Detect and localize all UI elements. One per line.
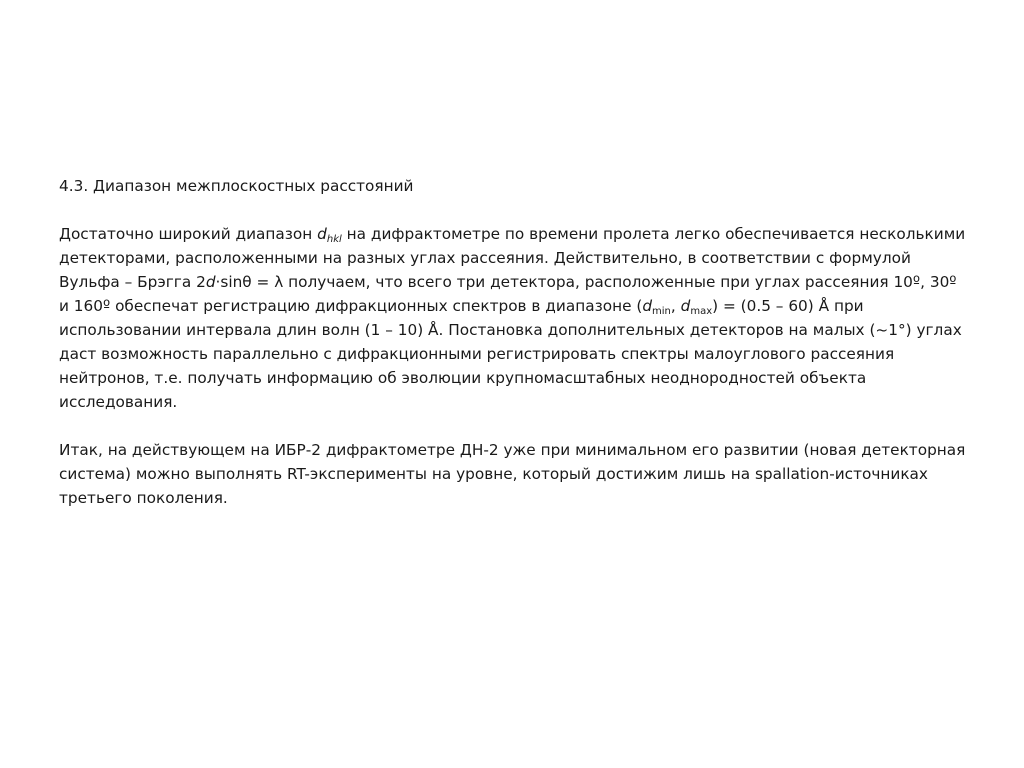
p1-text-2: на дифрактометре по времени пролета легко обеспечивается несколькими детекторами, расположенными на разных углах рассеяния. Действительно, в соответствии с формулой Вульфа – Брэгга 2: [59, 225, 966, 291]
p1-text-1: Достаточно широкий диапазон: [59, 225, 318, 243]
slide-content: [59, 174, 969, 510]
d-symbol: d: [680, 297, 691, 315]
subscript-max: max: [690, 306, 713, 317]
d-symbol: d: [205, 273, 216, 291]
d-symbol: d: [642, 297, 653, 315]
subscript-hkl: hkl: [326, 234, 342, 245]
paragraph-2: Итак, на действующем на ИБР-2 дифрактометре ДН-2 уже при минимальном его развитии (новая детекторная система) можно выполнять RT-эксперименты на уровне, который достижим лишь на spallation-источниках третьего поколения.: [59, 441, 966, 507]
p1-text-3: ·sinθ = λ получаем, что всего три детектора, расположенные при углах рассеяния 10º, 30º и 160º обеспечат регистрацию дифракционных спектров в диапазоне (: [59, 273, 957, 315]
p1-text-4: ,: [670, 297, 681, 315]
p1-text-5: ) = (0.5 – 60) Å при использовании интервала длин волн (1 – 10) Å. Постановка дополнительных детекторов на малых (~1°) углах даст возможность параллельно с дифракционными регистрировать спектры малоуглового рассеяния нейтронов, т.е. получать информацию об эволюции крупномасштабных неоднородностей объекта исследования.: [59, 297, 962, 411]
d-symbol: d: [317, 225, 327, 243]
section-heading: 4.3. Диапазон межплоскостных расстояний: [59, 177, 414, 195]
paragraph-1: [59, 222, 969, 414]
subscript-min: min: [652, 306, 671, 317]
